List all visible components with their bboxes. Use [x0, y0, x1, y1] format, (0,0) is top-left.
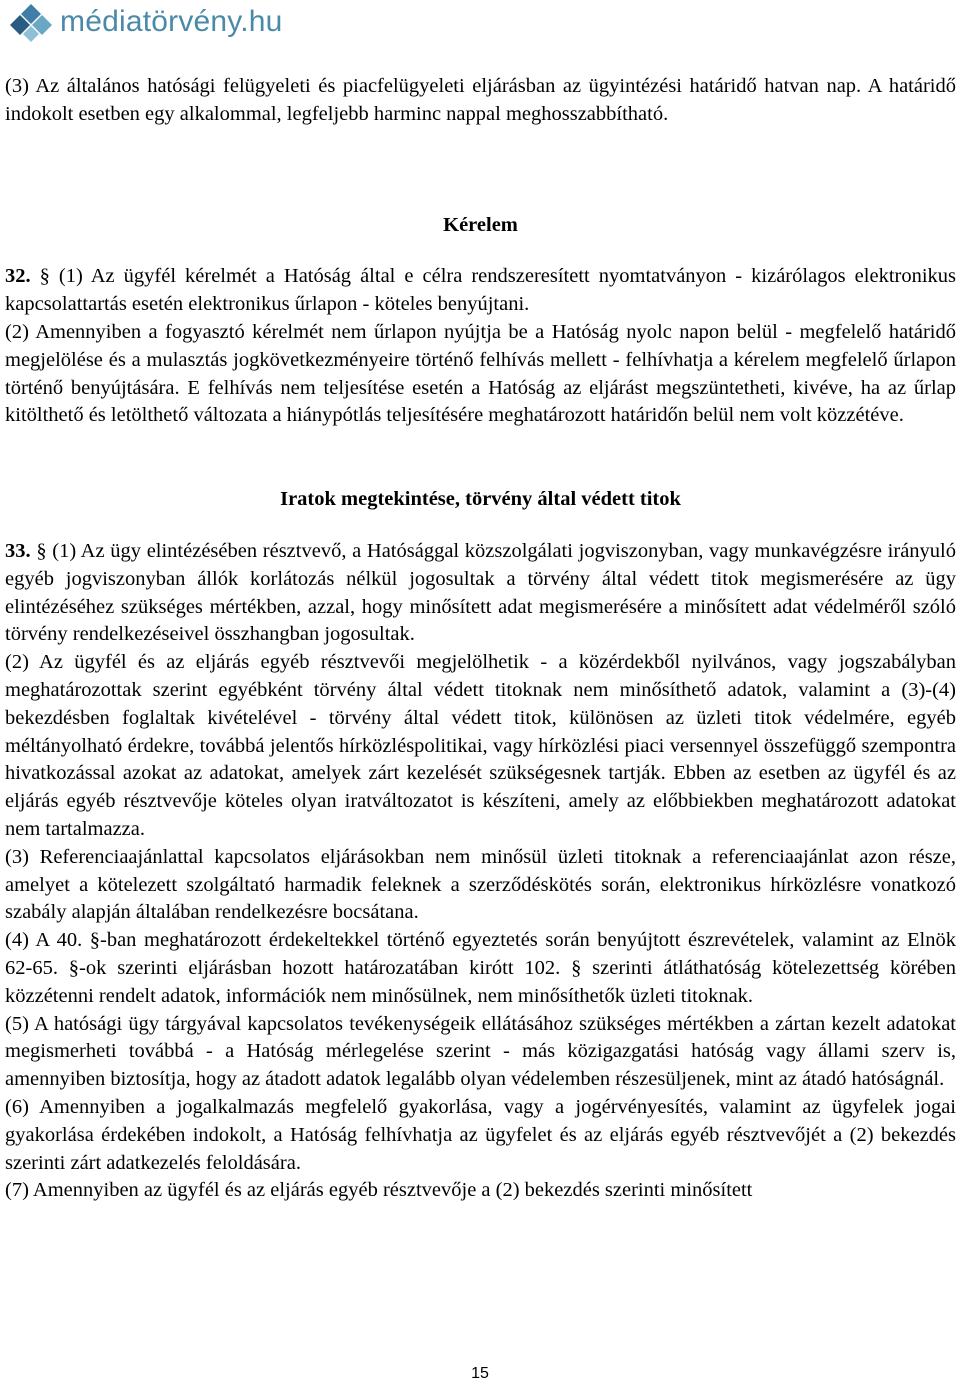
document-body — [5, 73, 956, 1205]
diamond-logo-icon — [8, 2, 54, 42]
spacer — [5, 239, 956, 263]
section-32-text-1: § (1) Az ügyfél kérelmét a Hatóság által e célra rendszeresített nyomtatványon - kizárólagos elektronikus kapcsolattartás esetén elektronikus űrlapon - köteles benyújtani. — [5, 265, 957, 316]
section-33-paragraph-1 — [5, 538, 956, 649]
section-33-paragraph-7: (7) Amennyiben az ügyfél és az eljárás egyéb résztvevője a (2) bekezdés szerinti minősített — [5, 1179, 753, 1202]
section-33-paragraph-2: (2) Az ügyfél és az eljárás egyéb résztvevői megjelölhetik - a közérdekből nyilvános, vagy jogszabályban meghatározottak szerint egyébként törvény által védett titoknak nem minősíthető adatok, valamint a (3)-(4) bekezdésben foglaltak kivételével - törvény által védett titok, különösen az üzleti titok védelmére, egyéb méltányolható érdekre, továbbá jelentős hírközléspolitikai, vagy hírközlési piaci versennyel összefüggő szempontra hivatkozással azokat az adatokat, amelyek zárt kezelését szükségesnek tartják. Ebben az esetben az ügyfél és az eljárás egyéb résztvevője köteles olyan iratváltozatot is készíteni, amely az előbbiekben meghatározott adatokat nem tartalmazza. — [5, 651, 956, 840]
section-33-paragraph-6: (6) Amennyiben a jogalkalmazás megfelelő gyakorlása, vagy a jogérvényesítés, valamint az ügyfelek jogai gyakorlása érdekében indokolt, a Hatóság felhívhatja az ügyfelet és az eljárás egyéb résztvevőjét a (2) bekezdés szerinti zárt adatkezelés feloldására. — [5, 1095, 956, 1174]
logo-text: médiatörvény.hu — [60, 5, 283, 38]
site-logo[interactable] — [8, 2, 283, 42]
section-33-paragraph-4: (4) A 40. §-ban meghatározott érdekeltekkel történő egyeztetés során benyújtott észrevételek, valamint az Elnök 62-65. §-ok szerinti eljárásban hozott határozatában kirótt 102. § szerinti átláthatóság kötelezettség körében közzétenni rendelt adatok, információk nem minősülnek, nem minősíthetők üzleti titoknak. — [5, 929, 956, 1007]
spacer — [5, 514, 956, 538]
section-32-paragraph-1 — [5, 263, 956, 319]
paragraph-intro: (3) Az általános hatósági felügyeleti és piacfelügyeleti eljárásban az ügyintézési határidő hatvan nap. A határidő indokolt esetben egy alkalommal, legfeljebb harminc nappal meghosszabbítható. — [5, 75, 956, 125]
heading-iratok: Iratok megtekintése, törvény által védett titok — [280, 488, 681, 511]
section-32-number: 32. — [5, 265, 31, 288]
section-32-paragraph-2: (2) Amennyiben a fogyasztó kérelmét nem űrlapon nyújtja be a Hatóság nyolc napon belül - megfelelő határidő megjelölése és a mulasztás jogkövetkezményeire történő felhívás mellett - felhívhatja a kérelem megfelelő űrlapon történő benyújtására. E felhívás nem teljesítése esetén a Hatóság az eljárást megszüntetheti, kivéve, ha az űrlap kitölthető és letölthető változata a hiánypótlás teljesítésére meghatározott határidőn belül nem volt közzétéve. — [5, 320, 956, 427]
spacer — [5, 129, 956, 212]
page-number: 15 — [471, 1365, 489, 1382]
heading-kerelem: Kérelem — [443, 213, 518, 236]
spacer — [5, 430, 956, 486]
section-33-number: 33. — [5, 539, 31, 562]
section-33-text-1: § (1) Az ügy elintézésében résztvevő, a Hatósággal közszolgálati jogviszonyban, vagy munkavégzésre irányuló egyéb jogviszonyban állók korlátozás nélkül jogosultak a törvény által védett titok megismerésére az ügy elintézéséhez szükséges mértékben, azzal, hogy minősített adat megismerésére a minősített adat védelméről szóló törvény rendelkezéseivel összhangban jogosultak. — [5, 539, 956, 646]
section-33-paragraph-5: (5) A hatósági ügy tárgyával kapcsolatos tevékenységeik ellátásához szükséges mértékben a zártan kezelt adatokat megismerheti továbbá - a Hatóság mérlegelése szerint - más közigazgatási hatóság vagy állami szerv is, amennyiben biztosítja, hogy az átadott adatok legalább olyan védelemben részesüljenek, mint az átadó hatóságnál. — [5, 1012, 956, 1091]
section-33-paragraph-3: (3) Referenciaajánlattal kapcsolatos eljárásokban nem minősül üzleti titoknak a referenciaajánlat azon része, amelyet a kötelezett szolgáltató harmadik feleknek a szerződéskötés során, elektronikus hírközlésre vonatkozó szabály alapján általában rendelkezésre bocsátana. — [5, 845, 956, 924]
